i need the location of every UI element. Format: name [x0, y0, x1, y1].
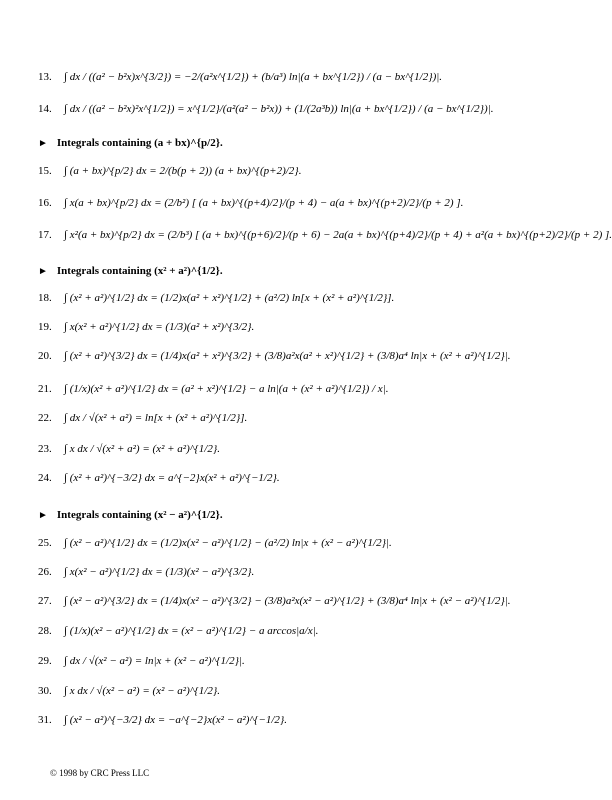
integral-number: 16.	[38, 197, 52, 209]
integral-16	[38, 192, 509, 214]
integral-29	[38, 650, 509, 672]
integral-formula: ∫ (x² − a²)^{−3/2} dx = −a^{−2}x(x² − a²)^{−1/2}.	[64, 714, 288, 726]
triangle-bullet-icon: ►	[38, 509, 48, 521]
integral-formula: ∫ (x² − a²)^{1/2} dx = (1/2)x(x² − a²)^{1/2} − (a²/2) ln|x + (x² − a²)^{1/2}|.	[64, 537, 392, 549]
integral-formula: ∫ x dx / √(x² + a²) = (x² + a²)^{1/2}.	[64, 443, 220, 455]
integral-number: 29.	[38, 655, 52, 667]
integral-formula: ∫ x²(a + bx)^{p/2} dx = (2/b³) [ (a + bx)^{(p+6)/2}/(p + 6) − 2a(a + bx)^{(p+4)/2}/(p + 4) + a²(a + bx)^{(p+2)/2}/(p + 2) ].	[64, 229, 612, 241]
section-heading	[38, 134, 223, 152]
integral-18	[38, 287, 509, 309]
integral-15	[38, 160, 509, 182]
integral-formula: ∫ x(x² − a²)^{1/2} dx = (1/3)(x² − a²)^{3/2}.	[64, 566, 255, 578]
integral-formula: ∫ (x² − a²)^{3/2} dx = (1/4)x(x² − a²)^{3/2} − (3/8)a²x(x² − a²)^{1/2} + (3/8)a⁴ ln|x + (x² − a²)^{1/2}|.	[64, 595, 511, 607]
integral-number: 14.	[38, 103, 52, 115]
integral-number: 30.	[38, 685, 52, 697]
integral-formula: ∫ x(a + bx)^{p/2} dx = (2/b²) [ (a + bx)^{(p+4)/2}/(p + 4) − a(a + bx)^{(p+2)/2}/(p + 2) ].	[64, 197, 464, 209]
integral-formula: ∫ dx / ((a² − b²x)²x^{1/2}) = x^{1/2}/(a²(a² − b²x)) + (1/(2a³b)) ln|(a + bx^{1/2}) / (a − bx^{1/2})|.	[64, 103, 494, 115]
integral-formula: ∫ x(x² + a²)^{1/2} dx = (1/3)(a² + x²)^{3/2}.	[64, 321, 255, 333]
integral-number: 28.	[38, 625, 52, 637]
integral-28	[38, 620, 509, 642]
integral-number: 25.	[38, 537, 52, 549]
integral-number: 20.	[38, 350, 52, 362]
triangle-bullet-icon: ►	[38, 265, 48, 277]
integral-formula: ∫ (x² + a²)^{3/2} dx = (1/4)x(a² + x²)^{3/2} + (3/8)a²x(a² + x²)^{1/2} + (3/8)a⁴ ln|x + (x² + a²)^{1/2}|.	[64, 350, 511, 362]
integral-30	[38, 680, 509, 702]
section-title: Integrals containing (x² − a²)^{1/2}.	[56, 509, 223, 521]
integral-31	[38, 709, 509, 731]
integral-formula: ∫ dx / ((a² − b²x)x^{3/2}) = −2/(a²x^{1/2}) + (b/a³) ln|(a + bx^{1/2}) / (a − bx^{1/2})|.	[64, 71, 443, 83]
integral-19	[38, 316, 509, 338]
integral-24	[38, 467, 509, 489]
integral-23	[38, 438, 509, 460]
integral-formula: ∫ dx / √(x² − a²) = ln|x + (x² − a²)^{1/2}|.	[64, 655, 245, 667]
integral-14	[38, 98, 509, 120]
section-title: Integrals containing (x² + a²)^{1/2}.	[56, 265, 223, 277]
integral-26	[38, 561, 509, 583]
integral-number: 19.	[38, 321, 52, 333]
integral-formula: ∫ (x² + a²)^{1/2} dx = (1/2)x(a² + x²)^{1/2} + (a²/2) ln[x + (x² + a²)^{1/2}].	[64, 292, 395, 304]
integral-number: 13.	[38, 71, 52, 83]
integral-formula: ∫ (x² + a²)^{−3/2} dx = a^{−2}x(x² + a²)^{−1/2}.	[64, 472, 280, 484]
integral-20	[38, 345, 509, 367]
integral-27	[38, 590, 509, 612]
integral-22	[38, 407, 509, 429]
integral-formula: ∫ x dx / √(x² − a²) = (x² − a²)^{1/2}.	[64, 685, 220, 697]
section-title: Integrals containing (a + bx)^{p/2}.	[56, 137, 223, 149]
integral-25	[38, 532, 509, 554]
integral-formula: ∫ dx / √(x² + a²) = ln[x + (x² + a²)^{1/2}].	[64, 412, 248, 424]
integral-number: 27.	[38, 595, 52, 607]
integral-21	[38, 378, 509, 400]
integral-number: 17.	[38, 229, 52, 241]
integral-13	[38, 66, 509, 88]
integral-formula: ∫ (1/x)(x² + a²)^{1/2} dx = (a² + x²)^{1/2} − a ln|(a + (x² + a²)^{1/2}) / x|.	[64, 383, 389, 395]
integral-number: 18.	[38, 292, 52, 304]
integral-number: 21.	[38, 383, 52, 395]
integral-number: 26.	[38, 566, 52, 578]
integral-number: 15.	[38, 165, 52, 177]
integral-number: 24.	[38, 472, 52, 484]
section-heading	[38, 506, 223, 524]
integral-number: 22.	[38, 412, 52, 424]
section-heading	[38, 262, 223, 280]
integral-17	[38, 224, 612, 246]
copyright-footer: © 1998 by CRC Press LLC	[50, 768, 150, 778]
integral-formula: ∫ (a + bx)^{p/2} dx = 2/(b(p + 2)) (a + bx)^{(p+2)/2}.	[64, 165, 302, 177]
triangle-bullet-icon: ►	[38, 137, 48, 149]
integral-formula: ∫ (1/x)(x² − a²)^{1/2} dx = (x² − a²)^{1/2} − a arccos|a/x|.	[64, 625, 319, 637]
integral-number: 23.	[38, 443, 52, 455]
integral-number: 31.	[38, 714, 52, 726]
